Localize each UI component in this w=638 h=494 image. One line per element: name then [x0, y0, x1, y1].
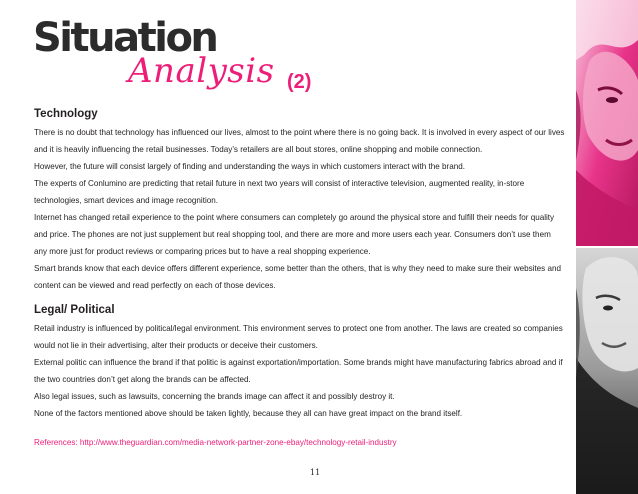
legal-section — [34, 304, 566, 422]
legal-heading: Legal/ Political — [34, 304, 115, 316]
page-number: 11 — [310, 468, 321, 477]
legal-paragraph-2: External politic can influence the brand if that politic is against exportation/importation. Some brands might have manufacturing fabrics abroad and if the two countries don’t get along the brands can be affected. — [34, 358, 563, 384]
legal-paragraph-3: Also legal issues, such as lawsuits, concerning the brands image can affect it and possibly destroy it. — [34, 392, 395, 401]
technology-paragraph-1: There is no doubt that technology has influenced our lives, almost to the point where there is no going back. It is involved in every aspect of our lives and it is heavily influencing the retail businesses. Today’s retailers are all bout stores, online shopping and mobile connection. — [34, 128, 565, 154]
technology-paragraph-4: Internet has changed retail experience to the point where consumers can completely go around the physical store and fulfill their needs for quality and price. The phones are not just supplement but real shopping tool, and there are more and more users each year. Consumers don’t use them any more just for product reviews or comparing prices but to have a real shopping experience. — [34, 213, 555, 256]
page-title: Situation — [33, 15, 217, 61]
technology-heading: Technology — [34, 108, 98, 120]
page-title-number: (2) — [287, 71, 312, 93]
technology-section — [34, 108, 566, 294]
legal-paragraph-1: Retail industry is influenced by political/legal environment. This environment serves to protect one from another. The laws are created so companies would not lie in their advertising, alter their products or deceive their customers. — [34, 324, 563, 350]
technology-paragraph-5: Smart brands know that each device offers different experience, some better than the others, that is why they need to make sure their websites and content can be viewed and read perfectly on each of those devices. — [34, 264, 561, 290]
technology-paragraph-2: However, the future will consist largely of finding and understanding the ways in which customers interact with the brand. — [34, 162, 465, 171]
technology-paragraph-3: The experts of Conlumino are predicting that retail future in next two years will consist of interactive television, augmented reality, in-store technologies, smart devices and image recognition. — [34, 179, 525, 205]
woman-photo-top — [576, 0, 638, 246]
references: References: http://www.theguardian.com/media-network-partner-zone-ebay/technology-retail-industry — [34, 438, 397, 447]
woman-photo-bottom — [576, 248, 638, 494]
page-title-script: Analysis — [128, 51, 275, 91]
content-area — [34, 108, 566, 451]
legal-paragraph-4: None of the factors mentioned above should be taken lightly, because they all can have great impact on the brand itself. — [34, 409, 463, 418]
